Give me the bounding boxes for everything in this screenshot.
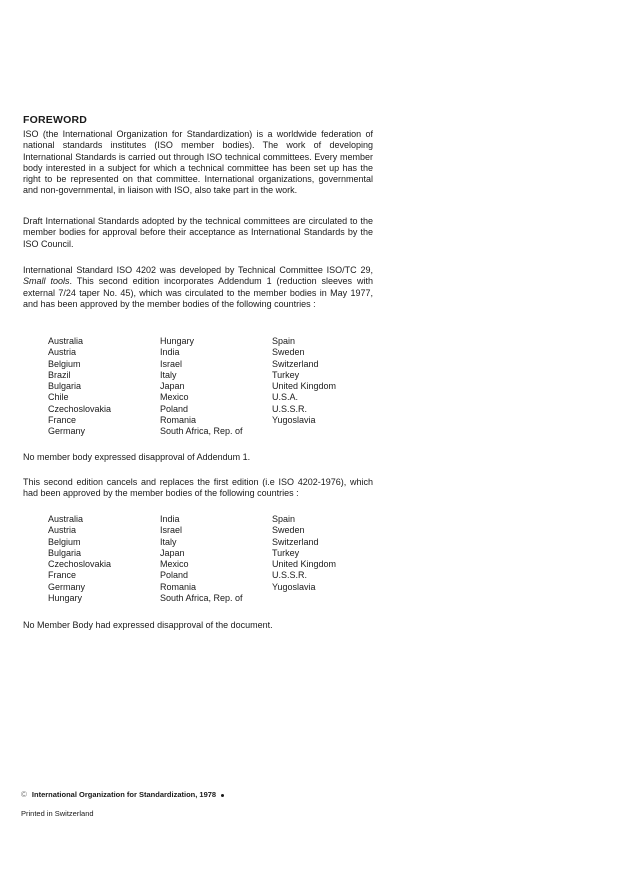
country-name: United Kingdom	[272, 381, 337, 392]
country-name: Poland	[160, 403, 189, 414]
country-name: Romania	[160, 581, 197, 592]
country-name: Mexico	[160, 392, 189, 403]
country-name: Bulgaria	[48, 381, 82, 392]
country-name: Austria	[48, 525, 77, 536]
country-name: Switzerland	[272, 358, 319, 369]
foreword-heading: FOREWORD	[23, 114, 88, 126]
country-name: Spain	[272, 336, 296, 346]
paragraph-3-text-a: International Standard ISO 4202 was developed by Technical Committee ISO/TC 29,	[23, 265, 373, 275]
country-name: Japan	[160, 381, 185, 392]
country-name: Turkey	[272, 547, 300, 558]
country-name: Sweden	[272, 347, 305, 358]
country-column-2	[160, 336, 270, 438]
country-column-2	[160, 514, 270, 604]
country-name: U.S.S.R.	[272, 403, 308, 414]
country-name: Yugoslavia	[272, 581, 316, 592]
country-name: U.S.A.	[272, 392, 299, 403]
country-name: Brazil	[48, 369, 71, 380]
copyright-line	[21, 790, 224, 799]
bullet-icon	[221, 794, 224, 797]
edition-replacement-paragraph: This second edition cancels and replaces the first edition (i.e ISO 4202-1976), which had been approved by the member bodies of the following countries :	[23, 477, 373, 499]
country-name: Germany	[48, 581, 86, 592]
paragraph-3-text-b: . This second edition incorporates Addendum 1 (reduction sleeves with external 7/24 taper No. 45), which was circulated to the member bodies in May 1977, and has been approved by the member bodies of the following countries :	[23, 276, 374, 309]
country-name: Israel	[160, 525, 183, 536]
country-name: Spain	[272, 514, 296, 524]
country-name: Australia	[48, 336, 84, 346]
country-name: Israel	[160, 358, 183, 369]
country-name: Germany	[48, 426, 86, 437]
paragraph-3-italic-title: Small tools	[23, 276, 70, 287]
country-name: Australia	[48, 514, 84, 524]
copyright-symbol: ©	[21, 790, 27, 799]
country-name: India	[160, 514, 180, 524]
printed-in-line: Printed in Switzerland	[21, 809, 94, 818]
country-name: U.S.S.R.	[272, 570, 308, 581]
foreword-paragraph-1: ISO (the International Organization for Standardization) is a worldwide federation of national standards institutes (ISO member bodies). The work of developing International Standards is carried out through ISO technical committees. Every member body interested in a subject for which a technical committee has been set up has the right to be represented on that committee. International organizations, governmental and non-governmental, in liaison with ISO, also take part in the work.	[23, 129, 373, 196]
country-name: United Kingdom	[272, 559, 337, 570]
country-name: Switzerland	[272, 536, 319, 547]
country-name: Turkey	[272, 369, 300, 380]
country-name: Belgium	[48, 358, 81, 369]
country-name: Bulgaria	[48, 547, 82, 558]
country-column-1	[48, 514, 158, 604]
country-name: Sweden	[272, 525, 305, 536]
country-name: France	[48, 570, 77, 581]
country-name: Poland	[160, 570, 189, 581]
foreword-paragraph-2: Draft International Standards adopted by the technical committees are circulated to the member bodies for approval before their acceptance as International Standards by the ISO Council.	[23, 216, 373, 249]
country-name: Italy	[160, 536, 177, 547]
country-name: Japan	[160, 547, 185, 558]
country-name: India	[160, 347, 180, 358]
country-column-1	[48, 336, 158, 438]
country-name: Hungary	[48, 593, 83, 604]
country-name: South Africa, Rep. of	[160, 593, 243, 604]
country-name: Chile	[48, 392, 69, 403]
document-disapproval-note: No Member Body had expressed disapproval of the document.	[23, 620, 273, 630]
country-name: Yugoslavia	[272, 415, 316, 426]
country-name: Romania	[160, 415, 197, 426]
country-name: Czechoslovakia	[48, 403, 112, 414]
country-name: South Africa, Rep. of	[160, 426, 243, 437]
country-name: Austria	[48, 347, 77, 358]
country-name: Mexico	[160, 559, 189, 570]
country-name: Hungary	[160, 336, 195, 346]
foreword-paragraph-3	[23, 265, 373, 310]
country-name: Belgium	[48, 536, 81, 547]
country-name: Czechoslovakia	[48, 559, 112, 570]
copyright-text: International Organization for Standardization, 1978	[31, 790, 217, 799]
country-column-3	[272, 514, 382, 593]
addendum-disapproval-note: No member body expressed disapproval of Addendum 1.	[23, 452, 251, 462]
country-column-3	[272, 336, 382, 426]
country-name: France	[48, 415, 77, 426]
country-name: Italy	[160, 369, 177, 380]
